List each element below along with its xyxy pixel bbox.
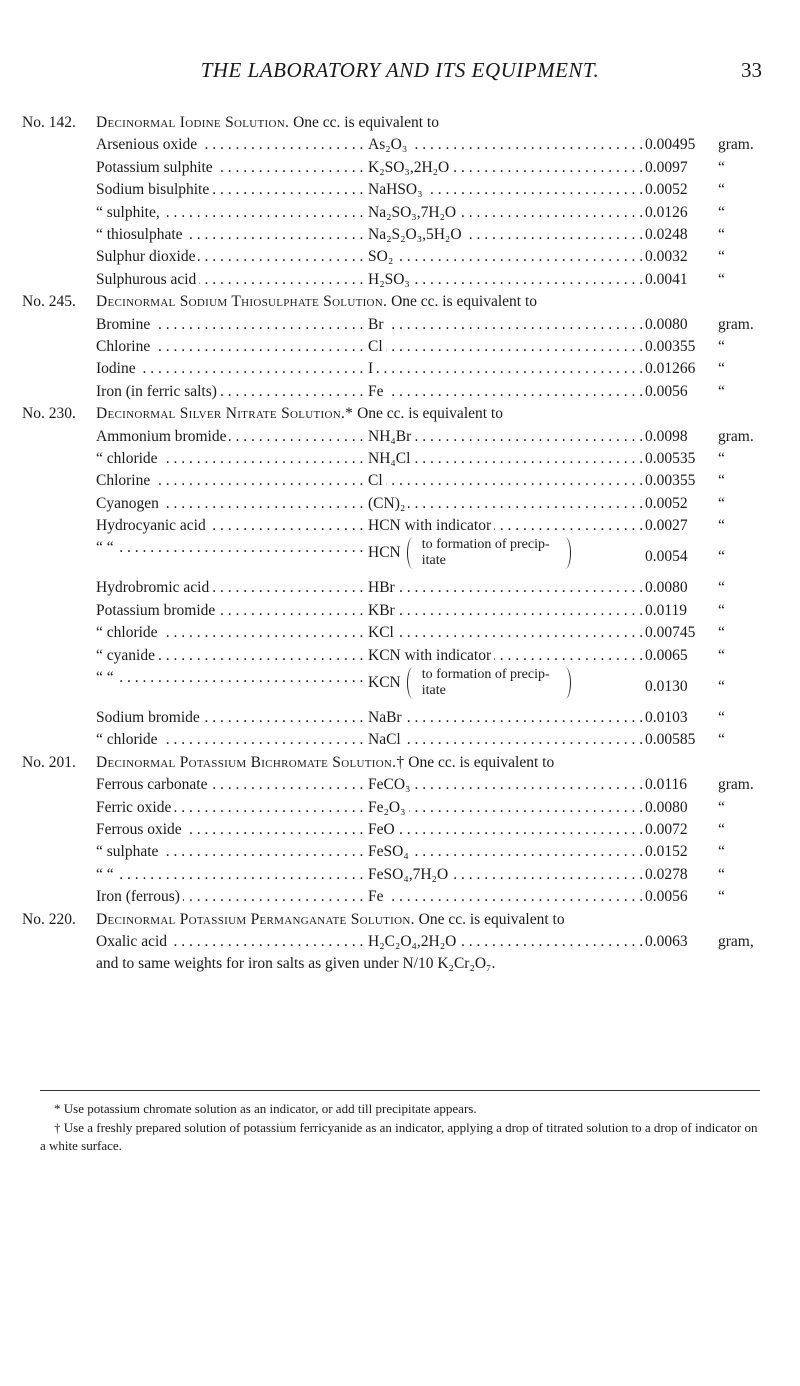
equivalent-value: 0.00585 bbox=[645, 731, 696, 749]
formula-cell bbox=[368, 381, 643, 403]
substance-cell bbox=[96, 224, 366, 246]
page-number: 33 bbox=[741, 58, 762, 82]
formula: FeCO₃ bbox=[368, 776, 413, 793]
equivalent-row bbox=[96, 729, 782, 751]
formula: FeSO₄ bbox=[368, 843, 412, 860]
equivalent-row bbox=[96, 381, 782, 403]
formula-cell bbox=[368, 358, 643, 380]
formula: H₂C₂O₄,2H₂O bbox=[368, 933, 459, 950]
substance-cell bbox=[96, 157, 366, 179]
formula-cell bbox=[368, 493, 643, 515]
equivalent-value: 0.0032 bbox=[645, 248, 688, 266]
unit: gram. bbox=[718, 427, 754, 445]
formula: KCN bbox=[368, 672, 404, 694]
unit: “ bbox=[718, 494, 725, 512]
substance-name: Iron (in ferric salts) bbox=[96, 383, 220, 400]
substance-name: Hydrobromic acid bbox=[96, 579, 212, 596]
footnote-divider bbox=[40, 1090, 760, 1091]
formula: KBr bbox=[368, 602, 398, 619]
substance-cell bbox=[96, 577, 366, 599]
substance-cell bbox=[96, 819, 366, 841]
formula-cell bbox=[368, 774, 643, 796]
equivalent-value: 0.0080 bbox=[645, 315, 688, 333]
formula: (CN)₂ bbox=[368, 495, 408, 512]
equivalent-value: 0.0027 bbox=[645, 517, 688, 535]
unit: “ bbox=[718, 248, 725, 266]
substance-name: Sodium bisulphite bbox=[96, 181, 212, 198]
substance-name: “ “ bbox=[96, 539, 117, 556]
formula-cell bbox=[368, 157, 643, 179]
equivalent-value: 0.0041 bbox=[645, 270, 688, 288]
solution-section bbox=[22, 291, 782, 403]
substance-name: “ thiosulphate bbox=[96, 226, 186, 243]
unit: “ bbox=[718, 360, 725, 378]
equivalent-value: 0.01266 bbox=[645, 360, 696, 378]
substance-cell bbox=[96, 381, 366, 403]
substance-name: Bromine bbox=[96, 316, 153, 333]
substance-name: Ferrous carbonate bbox=[96, 776, 210, 793]
equivalent-value: 0.0072 bbox=[645, 821, 688, 838]
substance-cell bbox=[96, 179, 366, 201]
formula-cell bbox=[368, 515, 643, 537]
unit: “ bbox=[718, 646, 725, 664]
substance-cell bbox=[96, 202, 366, 224]
formula: NaHSO₃ bbox=[368, 181, 426, 198]
unit: “ bbox=[718, 821, 725, 838]
equivalent-value: 0.0054 bbox=[645, 548, 688, 566]
equivalent-row bbox=[96, 314, 782, 336]
substance-cell bbox=[96, 269, 366, 291]
formula: H₂SO₃ bbox=[368, 271, 413, 288]
unit: “ bbox=[718, 798, 725, 816]
equivalent-value: 0.0248 bbox=[645, 225, 688, 243]
formula-cell bbox=[368, 819, 643, 841]
substance-name: Iron (ferrous) bbox=[96, 888, 183, 905]
unit: “ bbox=[718, 270, 725, 288]
equivalent-row bbox=[96, 224, 782, 246]
right-brace-icon bbox=[559, 537, 571, 569]
footnote-dagger: † Use a freshly prepared solution of potassium ferricyanide as an indicator, applying a drop of titrated solution to a drop of indicator on a white surface. bbox=[40, 1120, 758, 1153]
substance-cell bbox=[96, 448, 366, 470]
equivalent-value: 0.00745 bbox=[645, 624, 696, 642]
equivalent-row bbox=[96, 707, 782, 729]
substance-cell bbox=[96, 537, 366, 559]
equivalent-value: 0.0080 bbox=[645, 579, 688, 597]
substance-cell bbox=[96, 774, 366, 796]
equivalent-row bbox=[96, 931, 782, 953]
formula: Cl bbox=[368, 472, 386, 489]
equivalent-row bbox=[96, 157, 782, 179]
substance-cell bbox=[96, 797, 366, 819]
substance-cell bbox=[96, 515, 366, 537]
unit: “ bbox=[718, 579, 725, 597]
substance-name: Sulphurous acid bbox=[96, 271, 199, 288]
equivalent-row bbox=[96, 426, 782, 448]
substance-cell bbox=[96, 470, 366, 492]
formula-cell bbox=[368, 224, 643, 246]
formula: FeO bbox=[368, 821, 398, 838]
solution-section bbox=[22, 752, 782, 909]
formula-cell bbox=[368, 864, 643, 886]
formula-cell bbox=[368, 600, 643, 622]
substance-name: Cyanogen bbox=[96, 495, 162, 512]
substance-name: Chlorine bbox=[96, 338, 153, 355]
substance-name: Iodine bbox=[96, 360, 139, 377]
substance-name: Ferrous oxide bbox=[96, 821, 185, 838]
substance-name: Ferric oxide bbox=[96, 799, 174, 816]
unit: “ bbox=[718, 158, 725, 176]
substance-name: Chlorine bbox=[96, 472, 153, 489]
formula: NaCl bbox=[368, 731, 404, 748]
section-number: No. 142. bbox=[22, 114, 76, 131]
equivalent-row bbox=[96, 493, 782, 515]
unit: “ bbox=[718, 548, 725, 566]
formula: Na₂SO₃,7H₂O bbox=[368, 204, 459, 221]
unit: “ bbox=[718, 203, 725, 221]
formula-cell bbox=[368, 841, 643, 863]
equivalent-row bbox=[96, 819, 782, 841]
equivalent-value: 0.0126 bbox=[645, 203, 688, 221]
substance-name: Sulphur dioxide bbox=[96, 248, 198, 265]
left-brace-icon bbox=[407, 537, 419, 569]
equivalent-row bbox=[96, 134, 782, 156]
formula: I bbox=[368, 360, 376, 377]
substance-cell bbox=[96, 246, 366, 268]
formula-cell bbox=[368, 426, 643, 448]
formula-cell bbox=[368, 729, 643, 751]
substance-name: Oxalic acid bbox=[96, 933, 170, 950]
unit: gram. bbox=[718, 136, 754, 154]
formula-cell bbox=[368, 622, 643, 644]
unit: gram, bbox=[718, 932, 754, 950]
unit: “ bbox=[718, 181, 725, 199]
section-closing-note: and to same weights for iron salts as given under N/10 K₂Cr₂O₇. bbox=[96, 955, 496, 973]
left-brace-icon bbox=[407, 667, 419, 699]
formula-cell bbox=[368, 179, 643, 201]
substance-cell bbox=[96, 314, 366, 336]
equivalent-row bbox=[96, 179, 782, 201]
equivalent-row bbox=[96, 864, 782, 886]
substance-cell bbox=[96, 729, 366, 751]
formula-cell bbox=[368, 886, 643, 908]
formula-cell bbox=[368, 246, 643, 268]
unit: “ bbox=[718, 731, 725, 749]
substance-cell bbox=[96, 886, 366, 908]
substance-name: Potassium sulphite bbox=[96, 159, 216, 176]
substance-name: “ chloride bbox=[96, 624, 161, 641]
section-number: No. 245. bbox=[22, 293, 76, 311]
equivalent-value: 0.0056 bbox=[645, 382, 688, 400]
substance-cell bbox=[96, 864, 366, 886]
unit: “ bbox=[718, 472, 725, 490]
equivalent-row bbox=[96, 667, 782, 707]
substance-name: “ sulphite, bbox=[96, 204, 163, 221]
substance-cell bbox=[96, 358, 366, 380]
section-subtitle: One cc. is equivalent to bbox=[391, 293, 538, 311]
equivalent-value: 0.0116 bbox=[645, 776, 688, 794]
substance-cell bbox=[96, 134, 366, 156]
formula-cell bbox=[368, 931, 643, 953]
equivalent-value: 0.0152 bbox=[645, 843, 688, 861]
section-subtitle: One cc. is equivalent to bbox=[293, 114, 439, 131]
formula: HBr bbox=[368, 579, 398, 596]
unit: “ bbox=[718, 678, 725, 696]
solution-section bbox=[22, 909, 782, 976]
formula-cell bbox=[368, 707, 643, 729]
equivalent-value: 0.0063 bbox=[645, 932, 688, 950]
unit: “ bbox=[718, 843, 725, 861]
formula-cell bbox=[368, 667, 643, 699]
section-subtitle: One cc. is equivalent to bbox=[357, 405, 503, 423]
section-heading bbox=[22, 291, 782, 313]
unit: “ bbox=[718, 382, 725, 400]
equivalent-row bbox=[96, 600, 782, 622]
equivalent-value: 0.0103 bbox=[645, 709, 688, 727]
substance-name: “ chloride bbox=[96, 450, 161, 467]
equivalent-value: 0.0098 bbox=[645, 427, 688, 445]
equivalent-value: 0.0130 bbox=[645, 678, 688, 696]
equivalent-row bbox=[96, 797, 782, 819]
formula: Na₂S₂O₃,5H₂O bbox=[368, 226, 465, 243]
section-title: Decinormal Iodine Solution. bbox=[96, 114, 290, 131]
equivalent-row bbox=[96, 246, 782, 268]
unit: gram. bbox=[718, 315, 754, 333]
formula: KCN with indicator bbox=[368, 647, 494, 664]
section-heading bbox=[22, 909, 782, 931]
section-title: Decinormal Potassium Bichromate Solution.† bbox=[96, 753, 405, 771]
formula-cell bbox=[368, 336, 643, 358]
solution-section bbox=[22, 403, 782, 752]
section-subtitle: One cc. is equivalent to bbox=[418, 910, 565, 928]
substance-cell bbox=[96, 645, 366, 667]
formula-cell bbox=[368, 202, 643, 224]
formula: NH₄Cl bbox=[368, 450, 413, 467]
formula: SO₂ bbox=[368, 248, 396, 265]
formula-cell bbox=[368, 448, 643, 470]
formula: As₂O₃ bbox=[368, 136, 410, 153]
equivalent-row bbox=[96, 470, 782, 492]
brace-line: itate bbox=[422, 553, 449, 568]
equivalent-value: 0.0278 bbox=[645, 865, 688, 883]
substance-name: “ chloride bbox=[96, 731, 161, 748]
page-body bbox=[22, 112, 782, 976]
substance-name: Sodium bromide bbox=[96, 709, 203, 726]
unit: “ bbox=[718, 709, 725, 727]
formula-cell bbox=[368, 645, 643, 667]
formula: FeSO₄,7H₂O bbox=[368, 866, 451, 883]
page-header bbox=[0, 58, 800, 88]
unit: “ bbox=[718, 624, 725, 642]
equivalent-row bbox=[96, 358, 782, 380]
section-heading bbox=[22, 403, 782, 425]
formula-cell bbox=[368, 269, 643, 291]
formula-cell bbox=[368, 537, 643, 569]
equivalent-value: 0.00495 bbox=[645, 136, 696, 154]
footnotes bbox=[40, 1100, 760, 1156]
footnote-asterisk: * Use potassium chromate solution as an indicator, or add till precipitate appears. bbox=[54, 1101, 477, 1116]
section-number: No. 220. bbox=[22, 910, 76, 928]
substance-cell bbox=[96, 336, 366, 358]
substance-cell bbox=[96, 931, 366, 953]
formula-cell bbox=[368, 314, 643, 336]
section-title: Decinormal Sodium Thiosulphate Solution. bbox=[96, 293, 388, 311]
equivalent-row bbox=[96, 841, 782, 863]
substance-cell bbox=[96, 493, 366, 515]
substance-name: Arsenious oxide bbox=[96, 136, 200, 153]
solution-section bbox=[22, 112, 782, 291]
unit: “ bbox=[718, 888, 725, 906]
equivalent-value: 0.0056 bbox=[645, 888, 688, 906]
substance-cell bbox=[96, 841, 366, 863]
formula: Fe bbox=[368, 383, 387, 400]
formula: K₂SO₃,2H₂O bbox=[368, 159, 452, 176]
formula: Fe bbox=[368, 888, 387, 905]
unit: “ bbox=[718, 601, 725, 619]
formula: HCN bbox=[368, 542, 404, 564]
substance-cell bbox=[96, 707, 366, 729]
equivalent-value: 0.0065 bbox=[645, 646, 688, 664]
substance-cell bbox=[96, 622, 366, 644]
formula-cell bbox=[368, 134, 643, 156]
substance-name: “ sulphate bbox=[96, 843, 161, 860]
equivalent-row bbox=[96, 577, 782, 599]
formula: Fe₂O₃ bbox=[368, 799, 409, 816]
substance-name: Hydrocyanic acid bbox=[96, 517, 209, 534]
equivalent-row bbox=[96, 515, 782, 537]
running-head: THE LABORATORY AND ITS EQUIPMENT. bbox=[200, 58, 600, 82]
formula-cell bbox=[368, 577, 643, 599]
substance-name: “ cyanide bbox=[96, 647, 158, 664]
formula: HCN with indicator bbox=[368, 517, 494, 534]
brace-line: to formation of precip- bbox=[422, 537, 553, 552]
formula: Br bbox=[368, 316, 387, 333]
section-number: No. 230. bbox=[22, 405, 76, 423]
formula: NaBr bbox=[368, 709, 405, 726]
equivalent-value: 0.0080 bbox=[645, 798, 688, 816]
equivalent-row bbox=[96, 886, 782, 908]
unit: “ bbox=[718, 337, 725, 355]
brace-line: itate bbox=[422, 683, 449, 698]
section-number: No. 201. bbox=[22, 753, 76, 771]
equivalent-row bbox=[96, 537, 782, 577]
right-brace-icon bbox=[559, 667, 571, 699]
unit: “ bbox=[718, 449, 725, 467]
formula-cell bbox=[368, 470, 643, 492]
section-subtitle: One cc. is equivalent to bbox=[408, 753, 555, 771]
equivalent-value: 0.00355 bbox=[645, 472, 696, 490]
section-title: Decinormal Potassium Permanganate Solution. bbox=[96, 910, 415, 928]
formula: KCl bbox=[368, 624, 397, 641]
unit: “ bbox=[718, 225, 725, 243]
equivalent-value: 0.0052 bbox=[645, 181, 688, 199]
substance-name: “ “ bbox=[96, 669, 117, 686]
equivalent-row bbox=[96, 448, 782, 470]
section-heading bbox=[22, 112, 782, 134]
unit: “ bbox=[718, 517, 725, 535]
formula: Cl bbox=[368, 338, 386, 355]
equivalent-row bbox=[96, 336, 782, 358]
equivalent-row bbox=[96, 269, 782, 291]
formula: NH₄Br bbox=[368, 428, 414, 445]
section-title: Decinormal Silver Nitrate Solution.* bbox=[96, 405, 354, 423]
substance-name: Ammonium bromide bbox=[96, 428, 229, 445]
equivalent-value: 0.0097 bbox=[645, 158, 688, 176]
substance-cell bbox=[96, 426, 366, 448]
substance-name: “ “ bbox=[96, 866, 117, 883]
equivalent-value: 0.00355 bbox=[645, 337, 696, 355]
unit: gram. bbox=[718, 776, 754, 794]
equivalent-row bbox=[96, 645, 782, 667]
substance-name: Potassium bromide bbox=[96, 602, 218, 619]
formula-cell bbox=[368, 797, 643, 819]
equivalent-row bbox=[96, 774, 782, 796]
equivalent-row bbox=[96, 202, 782, 224]
unit: “ bbox=[718, 865, 725, 883]
substance-cell bbox=[96, 600, 366, 622]
equivalent-row bbox=[96, 622, 782, 644]
substance-cell bbox=[96, 667, 366, 689]
equivalent-value: 0.00535 bbox=[645, 449, 696, 467]
section-heading bbox=[22, 752, 782, 774]
brace-line: to formation of precip- bbox=[422, 667, 553, 682]
equivalent-value: 0.0119 bbox=[645, 601, 688, 619]
equivalent-value: 0.0052 bbox=[645, 494, 688, 512]
